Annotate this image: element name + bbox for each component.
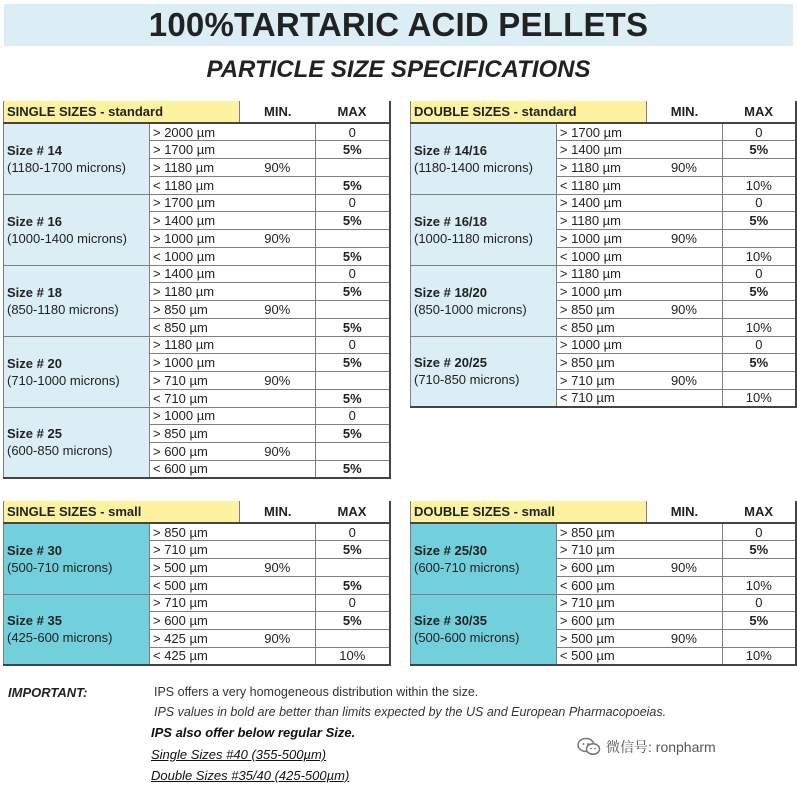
sieve-range: > 710 µm bbox=[556, 594, 646, 612]
sieve-range: > 710 µm bbox=[150, 372, 240, 390]
max-value: 0 bbox=[722, 194, 796, 212]
max-value: 0 bbox=[722, 336, 796, 354]
size-name: Size # 30/35 bbox=[414, 613, 487, 629]
table-row bbox=[411, 265, 797, 283]
sieve-range: > 2000 µm bbox=[150, 123, 240, 141]
max-value: 5% bbox=[722, 141, 796, 159]
sieve-range: > 1000 µm bbox=[150, 230, 240, 248]
spec-table-1 bbox=[410, 101, 797, 408]
sieve-range: < 710 µm bbox=[150, 389, 240, 407]
sieve-range: > 710 µm bbox=[556, 372, 646, 390]
min-value bbox=[646, 123, 722, 141]
min-value bbox=[240, 541, 316, 559]
size-name: Size # 18 bbox=[7, 284, 62, 300]
table-row bbox=[4, 407, 390, 425]
max-value: 5% bbox=[316, 247, 390, 265]
min-value: 90% bbox=[646, 630, 722, 648]
max-value bbox=[722, 372, 796, 390]
max-value: 5% bbox=[316, 141, 390, 159]
min-value bbox=[646, 141, 722, 159]
sieve-range: > 1700 µm bbox=[150, 194, 240, 212]
sieve-range: > 710 µm bbox=[150, 594, 240, 612]
max-value: 10% bbox=[722, 247, 796, 265]
max-value bbox=[722, 301, 796, 319]
sieve-range: > 1000 µm bbox=[150, 407, 240, 425]
min-value bbox=[240, 407, 316, 425]
table-row bbox=[411, 336, 797, 354]
min-value bbox=[240, 612, 316, 630]
min-value: 90% bbox=[646, 372, 722, 390]
max-value: 0 bbox=[316, 194, 390, 212]
max-value bbox=[316, 630, 390, 648]
size-microns: (710-1000 microns) bbox=[7, 372, 120, 388]
min-column-header: MIN. bbox=[240, 101, 316, 123]
max-value: 5% bbox=[316, 283, 390, 301]
max-value: 5% bbox=[316, 318, 390, 336]
min-value: 90% bbox=[240, 159, 316, 177]
max-column-header: MAX bbox=[722, 101, 796, 123]
max-value: 5% bbox=[316, 354, 390, 372]
max-value bbox=[722, 159, 796, 177]
max-value: 10% bbox=[722, 318, 796, 336]
size-label bbox=[4, 523, 150, 594]
size-name: Size # 30 bbox=[7, 542, 62, 558]
watermark bbox=[577, 737, 716, 757]
size-name: Size # 14 bbox=[7, 142, 62, 158]
max-value: 5% bbox=[722, 541, 796, 559]
min-value bbox=[240, 283, 316, 301]
sieve-range: < 1180 µm bbox=[150, 176, 240, 194]
min-value bbox=[646, 576, 722, 594]
min-value bbox=[240, 576, 316, 594]
max-value: 0 bbox=[316, 594, 390, 612]
sieve-range: > 1700 µm bbox=[150, 141, 240, 159]
sieve-range: < 1000 µm bbox=[150, 247, 240, 265]
size-label bbox=[4, 407, 150, 478]
max-value: 5% bbox=[722, 212, 796, 230]
max-value: 5% bbox=[316, 212, 390, 230]
size-label bbox=[4, 194, 150, 265]
max-value bbox=[316, 159, 390, 177]
max-value: 0 bbox=[316, 523, 390, 541]
max-value: 5% bbox=[316, 612, 390, 630]
sieve-range: > 500 µm bbox=[150, 559, 240, 577]
sieve-range: > 1180 µm bbox=[556, 212, 646, 230]
max-value: 0 bbox=[316, 336, 390, 354]
table-row bbox=[4, 336, 390, 354]
min-value bbox=[240, 212, 316, 230]
size-name: Size # 20/25 bbox=[414, 355, 487, 371]
min-value bbox=[646, 647, 722, 665]
min-value bbox=[646, 612, 722, 630]
sieve-range: > 600 µm bbox=[556, 612, 646, 630]
min-value bbox=[240, 389, 316, 407]
extra-size-double: Double Sizes #35/40 (425-500µm) bbox=[151, 768, 350, 783]
size-name: Size # 16 bbox=[7, 213, 62, 229]
max-value: 0 bbox=[722, 265, 796, 283]
sieve-range: < 600 µm bbox=[150, 460, 240, 478]
min-value bbox=[240, 141, 316, 159]
min-value bbox=[240, 247, 316, 265]
max-value bbox=[722, 230, 796, 248]
sieve-range: > 850 µm bbox=[150, 301, 240, 319]
sieve-range: > 1400 µm bbox=[556, 194, 646, 212]
min-value: 90% bbox=[240, 559, 316, 577]
size-label bbox=[411, 265, 557, 336]
sieve-range: < 500 µm bbox=[556, 647, 646, 665]
max-value: 5% bbox=[316, 541, 390, 559]
size-microns: (710-850 microns) bbox=[414, 372, 520, 388]
sieve-range: > 1000 µm bbox=[150, 354, 240, 372]
sieve-range: > 850 µm bbox=[556, 523, 646, 541]
min-value: 90% bbox=[240, 230, 316, 248]
min-value bbox=[646, 523, 722, 541]
sieve-range: > 850 µm bbox=[150, 425, 240, 443]
min-value: 90% bbox=[646, 301, 722, 319]
size-label bbox=[4, 265, 150, 336]
max-value bbox=[316, 372, 390, 390]
size-microns: (425-600 microns) bbox=[7, 630, 113, 646]
size-microns: (1000-1400 microns) bbox=[7, 230, 127, 246]
max-value: 10% bbox=[316, 647, 390, 665]
min-value bbox=[646, 265, 722, 283]
watermark-text: 微信号: ronpharm bbox=[606, 739, 716, 755]
max-value: 5% bbox=[722, 354, 796, 372]
size-microns: (500-710 microns) bbox=[7, 559, 113, 575]
size-label bbox=[411, 594, 557, 665]
important-label: IMPORTANT: bbox=[8, 685, 88, 700]
sieve-range: > 1000 µm bbox=[556, 230, 646, 248]
min-value bbox=[240, 594, 316, 612]
min-value bbox=[646, 389, 722, 407]
min-column-header: MIN. bbox=[646, 501, 722, 523]
size-name: Size # 16/18 bbox=[414, 213, 487, 229]
min-value bbox=[646, 283, 722, 301]
size-microns: (850-1000 microns) bbox=[414, 301, 527, 317]
size-label bbox=[4, 123, 150, 194]
max-value: 10% bbox=[722, 647, 796, 665]
min-value: 90% bbox=[240, 630, 316, 648]
table-group-title: DOUBLE SIZES - standard bbox=[411, 101, 647, 123]
min-value: 90% bbox=[240, 372, 316, 390]
min-value bbox=[240, 336, 316, 354]
max-value bbox=[316, 559, 390, 577]
max-value: 0 bbox=[316, 123, 390, 141]
sieve-range: > 600 µm bbox=[150, 612, 240, 630]
min-value bbox=[240, 460, 316, 478]
sieve-range: < 425 µm bbox=[150, 647, 240, 665]
max-column-header: MAX bbox=[722, 501, 796, 523]
min-value: 90% bbox=[240, 443, 316, 461]
max-value: 10% bbox=[722, 389, 796, 407]
wechat-logo-icon bbox=[577, 737, 601, 757]
note-pharmacopoeia: IPS values in bold are better than limits expected by the US and European Pharmacopoeias. bbox=[154, 705, 667, 719]
min-value: 90% bbox=[646, 159, 722, 177]
table-row bbox=[4, 265, 390, 283]
size-microns: (600-850 microns) bbox=[7, 443, 113, 459]
size-microns: (1180-1700 microns) bbox=[7, 159, 126, 175]
sieve-range: > 850 µm bbox=[150, 523, 240, 541]
table-row bbox=[4, 194, 390, 212]
max-value: 0 bbox=[722, 123, 796, 141]
sieve-range: > 710 µm bbox=[556, 541, 646, 559]
size-name: Size # 20 bbox=[7, 355, 62, 371]
sieve-range: > 1400 µm bbox=[150, 212, 240, 230]
size-label bbox=[4, 594, 150, 665]
table-row bbox=[411, 194, 797, 212]
min-value: 90% bbox=[646, 559, 722, 577]
sieve-range: > 425 µm bbox=[150, 630, 240, 648]
size-name: Size # 14/16 bbox=[414, 142, 487, 158]
max-value bbox=[316, 443, 390, 461]
sieve-range: > 850 µm bbox=[556, 301, 646, 319]
max-value bbox=[722, 630, 796, 648]
max-value: 5% bbox=[722, 283, 796, 301]
sieve-range: > 1400 µm bbox=[150, 265, 240, 283]
sieve-range: < 710 µm bbox=[556, 389, 646, 407]
sieve-range: < 1000 µm bbox=[556, 247, 646, 265]
sieve-range: > 1180 µm bbox=[150, 159, 240, 177]
min-value bbox=[240, 194, 316, 212]
sieve-range: > 1180 µm bbox=[150, 336, 240, 354]
max-value: 10% bbox=[722, 576, 796, 594]
table-row bbox=[411, 123, 797, 141]
sieve-range: > 710 µm bbox=[150, 541, 240, 559]
min-value bbox=[646, 212, 722, 230]
min-column-header: MIN. bbox=[646, 101, 722, 123]
sieve-range: > 1180 µm bbox=[150, 283, 240, 301]
table-row bbox=[411, 523, 797, 541]
min-value bbox=[240, 318, 316, 336]
table-row bbox=[4, 523, 390, 541]
max-value: 5% bbox=[316, 389, 390, 407]
size-microns: (850-1180 microns) bbox=[7, 301, 119, 317]
max-value: 5% bbox=[316, 460, 390, 478]
table-group-title: DOUBLE SIZES - small bbox=[411, 501, 647, 523]
max-value: 0 bbox=[316, 407, 390, 425]
min-value bbox=[240, 647, 316, 665]
min-value bbox=[240, 176, 316, 194]
size-microns: (500-600 microns) bbox=[414, 630, 520, 646]
min-value bbox=[646, 318, 722, 336]
max-value: 5% bbox=[722, 612, 796, 630]
min-column-header: MIN. bbox=[240, 501, 316, 523]
size-name: Size # 25 bbox=[7, 426, 62, 442]
min-value bbox=[646, 354, 722, 372]
size-name: Size # 25/30 bbox=[414, 542, 487, 558]
max-value bbox=[316, 301, 390, 319]
min-value bbox=[240, 523, 316, 541]
min-value bbox=[646, 594, 722, 612]
spec-table-2 bbox=[3, 501, 391, 666]
sieve-range: < 600 µm bbox=[556, 576, 646, 594]
max-value: 5% bbox=[316, 425, 390, 443]
max-value bbox=[316, 230, 390, 248]
sieve-range: > 1700 µm bbox=[556, 123, 646, 141]
size-label bbox=[411, 523, 557, 594]
size-label bbox=[411, 194, 557, 265]
max-column-header: MAX bbox=[316, 101, 390, 123]
max-value: 0 bbox=[722, 523, 796, 541]
max-value: 5% bbox=[316, 176, 390, 194]
table-row bbox=[411, 594, 797, 612]
table-group-title: SINGLE SIZES - small bbox=[4, 501, 240, 523]
note-distribution: IPS offers a very homogeneous distribution within the size. bbox=[154, 685, 479, 699]
min-value bbox=[240, 123, 316, 141]
spec-table-3 bbox=[410, 501, 797, 666]
sieve-range: > 1000 µm bbox=[556, 336, 646, 354]
min-value bbox=[646, 336, 722, 354]
size-name: Size # 35 bbox=[7, 613, 62, 629]
sieve-range: > 600 µm bbox=[150, 443, 240, 461]
size-label bbox=[411, 336, 557, 407]
max-column-header: MAX bbox=[316, 501, 390, 523]
table-row bbox=[4, 594, 390, 612]
size-name: Size # 18/20 bbox=[414, 284, 487, 300]
page-subtitle: PARTICLE SIZE SPECIFICATIONS bbox=[206, 56, 591, 83]
min-value bbox=[646, 176, 722, 194]
also-offer-heading: IPS also offer below regular Size. bbox=[151, 725, 356, 740]
min-value bbox=[646, 194, 722, 212]
min-value bbox=[646, 541, 722, 559]
min-value: 90% bbox=[646, 230, 722, 248]
max-value: 0 bbox=[316, 265, 390, 283]
extra-size-single: Single Sizes #40 (355-500µm) bbox=[151, 747, 327, 762]
min-value bbox=[240, 425, 316, 443]
sieve-range: > 1180 µm bbox=[556, 159, 646, 177]
size-microns: (600-710 microns) bbox=[414, 559, 520, 575]
sieve-range: < 850 µm bbox=[150, 318, 240, 336]
min-value bbox=[240, 354, 316, 372]
min-value: 90% bbox=[240, 301, 316, 319]
max-value: 10% bbox=[722, 176, 796, 194]
sieve-range: > 1400 µm bbox=[556, 141, 646, 159]
max-value: 5% bbox=[316, 576, 390, 594]
size-label bbox=[411, 123, 557, 194]
max-value: 0 bbox=[722, 594, 796, 612]
sieve-range: < 500 µm bbox=[150, 576, 240, 594]
sieve-range: > 1180 µm bbox=[556, 265, 646, 283]
size-microns: (1180-1400 microns) bbox=[414, 159, 533, 175]
page-title: 100%TARTARIC ACID PELLETS bbox=[4, 4, 793, 46]
size-microns: (1000-1180 microns) bbox=[414, 230, 533, 246]
sieve-range: > 850 µm bbox=[556, 354, 646, 372]
table-row bbox=[4, 123, 390, 141]
min-value bbox=[646, 247, 722, 265]
size-label bbox=[4, 336, 150, 407]
max-value bbox=[722, 559, 796, 577]
spec-table-0 bbox=[3, 101, 391, 479]
sieve-range: > 1000 µm bbox=[556, 283, 646, 301]
sieve-range: > 600 µm bbox=[556, 559, 646, 577]
min-value bbox=[240, 265, 316, 283]
sieve-range: < 850 µm bbox=[556, 318, 646, 336]
sieve-range: < 1180 µm bbox=[556, 176, 646, 194]
table-group-title: SINGLE SIZES - standard bbox=[4, 101, 240, 123]
sieve-range: > 500 µm bbox=[556, 630, 646, 648]
